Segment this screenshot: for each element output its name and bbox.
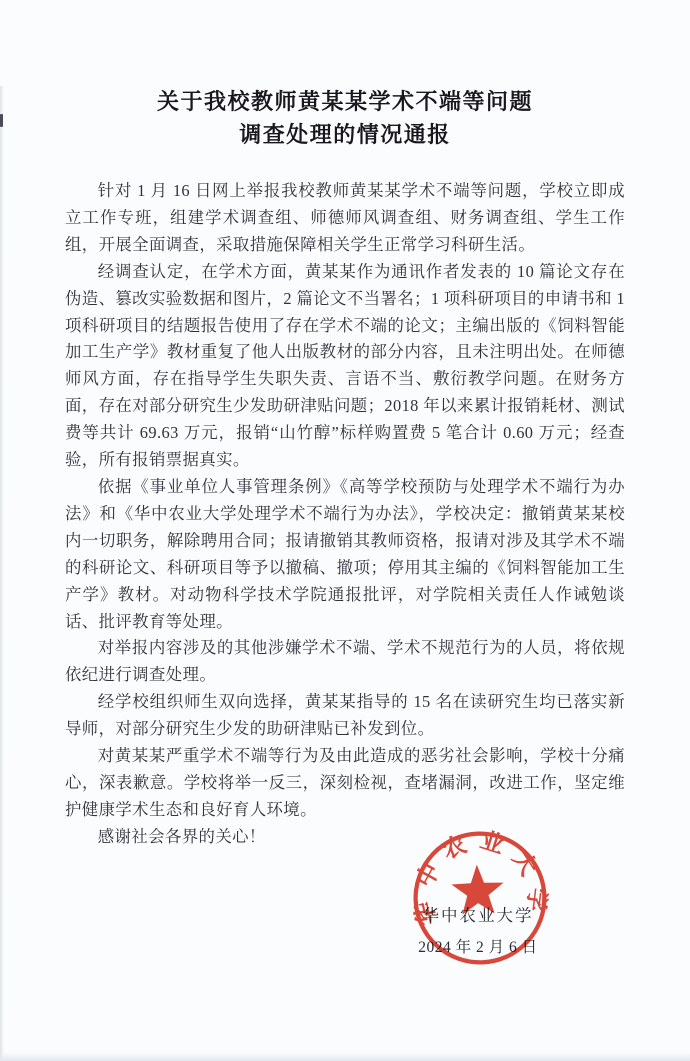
star-icon <box>451 864 505 915</box>
title-line-2: 调查处理的情况通报 <box>239 121 451 147</box>
signature-organization: 华中农业大学 <box>422 906 534 925</box>
seal-arc-text: 华中农业大学 <box>408 826 552 928</box>
paragraph-apology: 对黄某某严重学术不端等行为及由此造成的恶劣社会影响，学校十分痛心，深表歉意。学校将举一反三，深刻检视，查堵漏洞，改进工作，坚定维护健康学术生态和良好育人环境。 <box>65 746 625 819</box>
page-edge-bottom <box>0 1052 690 1061</box>
paragraph-students: 经学校组织师生双向选择，黄某某指导的 15 名在读研究生均已落实新导师，对部分研究生少发的助研津贴已补发到位。 <box>65 692 625 739</box>
title-line-1: 关于我校教师黄某某学术不端等问题 <box>156 89 533 114</box>
official-seal <box>404 822 555 973</box>
paragraph-findings: 经调查认定，在学术方面，黄某某作为通讯作者发表的 10 篇论文存在伪造、篡改实验数据和图片，2 篇论文不当署名；1 项科研项目的申请书和 1 项科研项目的结题报告使用了存在学术不端的论文；主编出版的《饲料智能加工生产学》教材重复了他人出版教材的部分内容，且未注明出处。在师德师风方面，存在指导学生失职失责、言语不当、敷衍教学问题。在财务方面，存在对部分研究生少发助研津贴问题；2018 年以来累计报销耗材、测试费等共计 69.63 万元，报销“山竹醇”标样购置费 5 笔合计 0.60 万元；经查验，所有报销票据真实。 <box>65 261 625 470</box>
paragraph-intro: 针对 1 月 16 日网上举报我校教师黄某某学术不端等问题，学校立即成立工作专班，组建学术调查组、师德师风调查组、财务调查组、学生工作组，开展全面调查，采取措施保障相关学生正常学习科研生活。 <box>65 181 625 254</box>
document-body <box>65 178 625 851</box>
scan-artifact-mark <box>0 114 3 127</box>
document-title <box>60 86 630 151</box>
page-edge-left <box>0 86 4 1061</box>
signature-date: 2024 年 2 月 6 日 <box>418 939 538 956</box>
scanned-notice-page <box>0 86 690 1061</box>
paragraph-other-persons: 对举报内容涉及的其他涉嫌学术不端、学术不规范行为的人员，将依规依纪进行调查处理。 <box>65 638 625 685</box>
paragraph-thanks: 感谢社会各界的关心！ <box>97 826 266 846</box>
paragraph-decisions: 依据《事业单位人事管理条例》《高等学校预防与处理学术不端行为办法》和《华中农业大学处理学术不端行为办法》，学校决定：撤销黄某某校内一切职务，解除聘用合同；报请撤销其教师资格，报请对涉及其学术不端的科研论文、科研项目等予以撤稿、撤项；停用其主编的《饲料智能加工生产学》教材。对动物科学技术学院通报批评，对学院相关责任人作诫勉谈话、批评教育等处理。 <box>65 476 625 631</box>
